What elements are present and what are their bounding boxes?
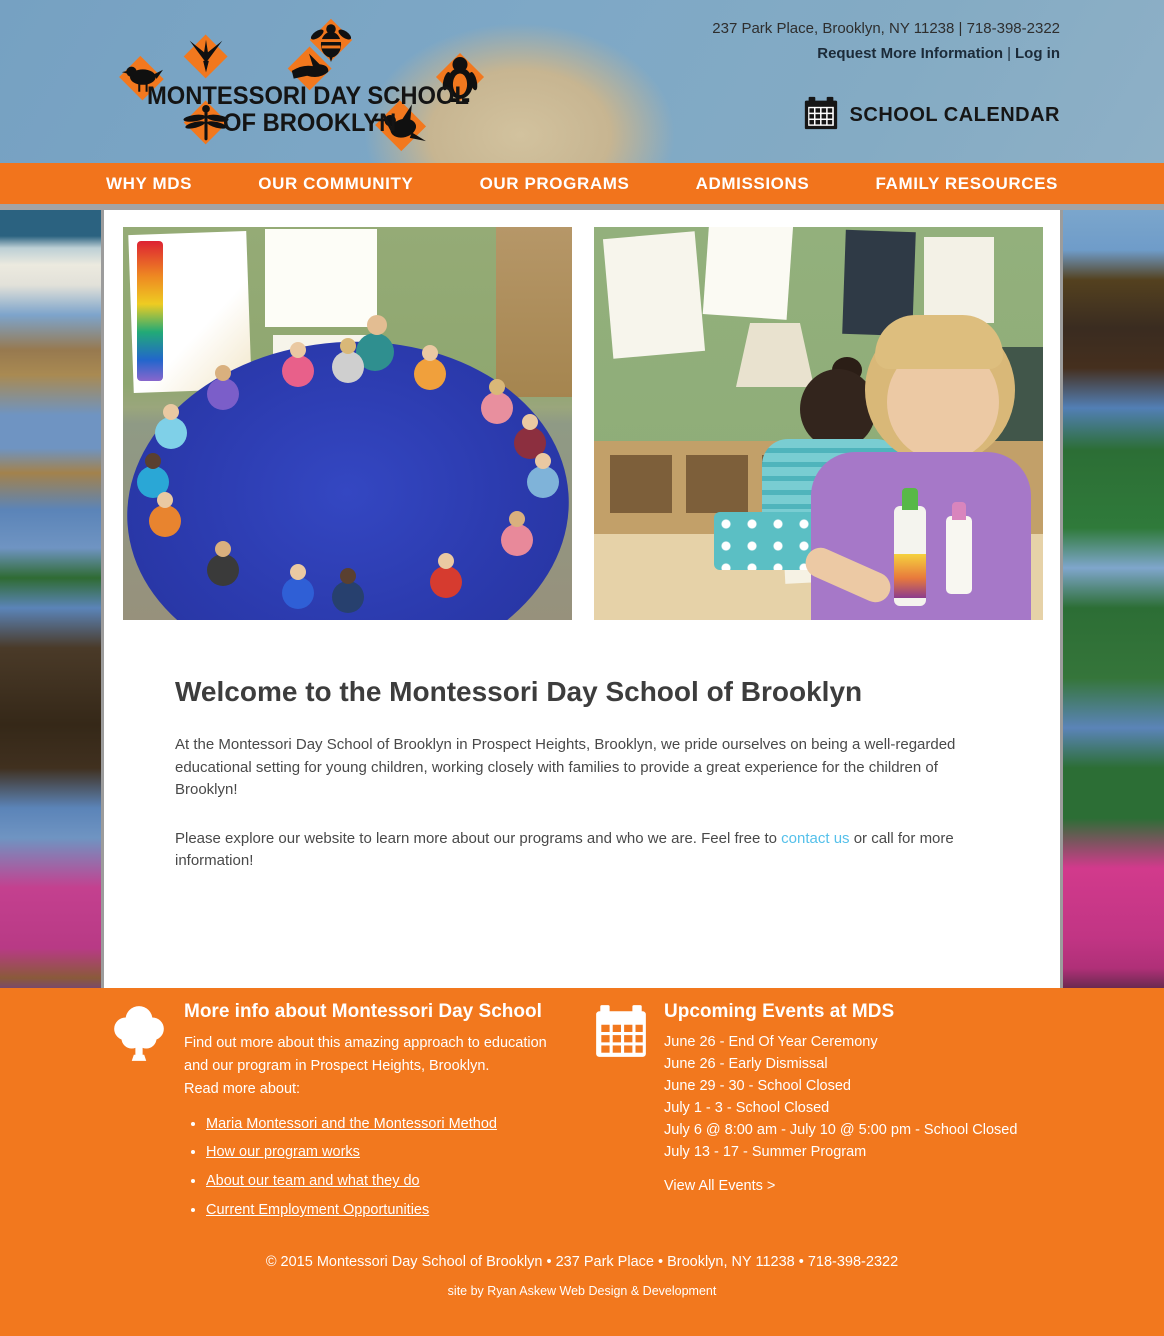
logo-text-line1: MONTESSORI DAY SCHOOL — [147, 82, 470, 110]
list-item — [206, 1171, 562, 1193]
page-title: Welcome to the Montessori Day School of Brooklyn — [175, 676, 863, 707]
link-about-our-team[interactable]: About our team and what they do — [206, 1173, 420, 1190]
logo[interactable] — [105, 12, 505, 160]
logo-text-line2: OF BROOKLYN — [223, 109, 397, 137]
footer-about-links — [184, 1114, 562, 1222]
header-address: 237 Park Place, Brooklyn, NY 11238 | 718-398-2322 — [712, 20, 1060, 37]
content-panel — [101, 210, 1063, 988]
explore-paragraph: Please explore our website to learn more about our programs and who we are. Feel free to contact us or call for more information! — [175, 829, 954, 869]
footer-events-heading: Upcoming Events at MDS — [664, 1001, 895, 1022]
nav-item-our-community[interactable]: OUR COMMUNITY — [258, 173, 414, 193]
mural-background-right — [1062, 210, 1164, 988]
logo-swallow-icon — [183, 34, 229, 80]
login-link[interactable]: Log in — [1015, 45, 1060, 62]
footer-about-heading: More info about Montessori Day School — [184, 1001, 542, 1022]
event-item: June 26 - End Of Year Ceremony — [664, 1034, 878, 1050]
tree-icon — [110, 1003, 168, 1229]
nav-item-admissions[interactable]: ADMISSIONS — [695, 173, 810, 193]
nav-item-why-mds[interactable]: WHY MDS — [106, 173, 193, 193]
site-header — [0, 0, 1164, 163]
event-item: July 13 - 17 - Summer Program — [664, 1144, 867, 1161]
event-item: July 1 - 3 - School Closed — [664, 1100, 830, 1117]
header-links-divider: | — [1007, 45, 1011, 62]
main-area — [0, 210, 1164, 988]
link-how-program-works[interactable]: How our program works — [206, 1144, 360, 1161]
school-calendar-link[interactable] — [802, 94, 1060, 137]
nav-item-our-programs[interactable]: OUR PROGRAMS — [479, 173, 630, 193]
school-calendar-label: SCHOOL CALENDAR — [849, 104, 1060, 126]
list-item — [206, 1114, 562, 1136]
intro-paragraph: At the Montessori Day School of Brooklyn in Prospect Heights, Brooklyn, we pride ourselves on being a well-regarded educational setting for young children, working closely with families to provide a great experience for the children of Brooklyn! — [175, 736, 956, 798]
event-item: June 26 - Early Dismissal — [664, 1056, 828, 1073]
photo-classroom-art-activity — [594, 227, 1043, 620]
calendar-icon — [802, 94, 840, 137]
footer-about-body: Find out more about this amazing approach to education and our program in Prospect Heights, Brooklyn. — [184, 1035, 547, 1074]
link-maria-montessori[interactable]: Maria Montessori and the Montessori Method — [206, 1115, 497, 1132]
main-nav — [0, 163, 1164, 204]
copyright-text: © 2015 Montessori Day School of Brooklyn • 237 Park Place • Brooklyn, NY 11238 • 718-398-2322 — [265, 1253, 899, 1270]
site-credit-link[interactable]: site by Ryan Askew Web Design & Development — [447, 1283, 717, 1298]
event-item: June 29 - 30 - School Closed — [664, 1078, 851, 1095]
request-info-link[interactable]: Request More Information — [817, 45, 1004, 62]
event-item: July 6 @ 8:00 am - July 10 @ 5:00 pm - School Closed — [664, 1122, 1018, 1139]
events-list — [664, 1031, 1017, 1163]
mural-background-left — [0, 210, 101, 988]
list-item — [206, 1142, 562, 1164]
photo-classroom-circle-time — [123, 227, 572, 620]
list-item — [206, 1200, 562, 1222]
nav-item-family-resources[interactable]: FAMILY RESOURCES — [875, 173, 1058, 193]
contact-us-link[interactable]: contact us — [781, 829, 850, 847]
link-employment-opportunities[interactable]: Current Employment Opportunities — [206, 1201, 430, 1218]
site-footer — [0, 988, 1164, 1336]
footer-about-read-more: Read more about: — [184, 1080, 301, 1097]
view-all-events-link[interactable]: View All Events > — [664, 1178, 776, 1195]
calendar-icon-footer — [594, 1003, 648, 1229]
